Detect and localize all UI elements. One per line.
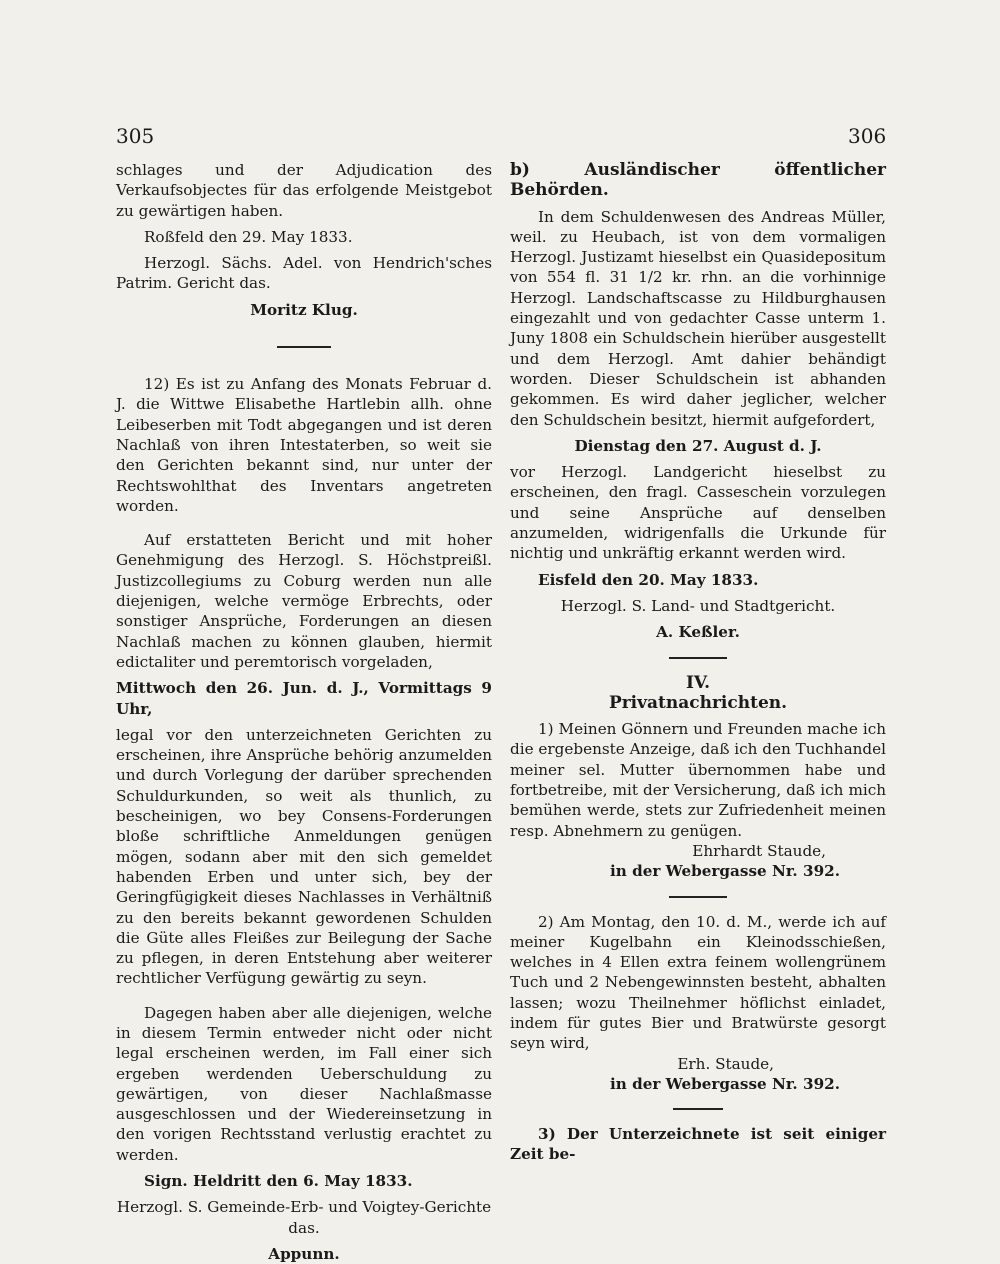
authority: Herzogl. S. Gemeinde-Erb- und Voigtey-Gerichte das. bbox=[116, 1198, 492, 1237]
signature: Moritz Klug. bbox=[250, 300, 358, 319]
page-number-right: 306 bbox=[848, 124, 887, 148]
paragraph: In dem Schuldenwesen des Andreas Müller, weil. zu Heubach, ist von dem vormaligen Herzogl. Justizamt hieselbst ein Quasidepositum von 554 fl. 31 1/2 kr. rhn. an die vorhinnige Herzogl. Landschaftscasse zu Hildburghausen eingezahlt und von gedachter Casse unterm 1. Juny 1808 ein Schuldschein hierüber ausgestellt und dem Herzogl. Amt dahier behändigt worden. Dieser Schuldschein ist abhanden gekommen. Es wird daher jeglicher, welcher den Schuldschein besitzt, hiermit aufgefordert, bbox=[510, 207, 886, 429]
signature-name: Ehrhardt Staude, bbox=[692, 841, 826, 860]
paragraph: schlages und der Adjudication des Verkaufsobjectes für das erfolgende Meistgebot zu gewärtigen haben. bbox=[116, 161, 492, 220]
page-number-left: 305 bbox=[116, 124, 155, 148]
paragraph: 1) Meinen Gönnern und Freunden mache ich die ergebenste Anzeige, daß ich den Tuchhandel meiner sel. Mutter übernommen habe und fortbetreibe, mit der Versicherung, daß ich mich bemühen werde, stets zur Zufriedenheit meinen resp. Abnehmern zu genügen. bbox=[510, 720, 886, 840]
paragraph: 3) Der Unterzeichnete ist seit einiger Zeit be- bbox=[510, 1125, 886, 1164]
signature-address: in der Webergasse Nr. 392. bbox=[610, 862, 840, 881]
date-line: Roßfeld den 29. May 1833. bbox=[144, 227, 353, 246]
signature: A. Keßler. bbox=[656, 623, 740, 642]
date-line: Sign. Heldritt den 6. May 1833. bbox=[144, 1172, 413, 1191]
authority: Herzogl. Sächs. Adel. von Hendrich'sches Patrim. Gericht das. bbox=[116, 254, 492, 293]
signature-name: Erh. Staude, bbox=[677, 1054, 774, 1073]
paragraph: Auf erstatteten Bericht und mit hoher Genehmigung des Herzogl. S. Höchstpreißl. Justizcollegiums zu Coburg werden nun alle diejenigen, welche vermöge Erbrechts, oder sonstiger Ansprüche, Forderungen an diesen Nachlaß machen zu können glauben, hiermit edictaliter und peremtorisch vorgeladen, bbox=[116, 531, 492, 671]
date-line: Mittwoch den 26. Jun. d. J., Vormittags 9 Uhr, bbox=[116, 679, 492, 718]
paragraph: legal vor den unterzeichneten Gerichten zu erscheinen, ihre Ansprüche behörig anzumelden und durch Vorlegung der darüber sprechenden Schuldurkunden, so weit als thunlich, zu bescheinigen, wo bey Consens-Forderungen bloße schriftliche Anmeldungen genügen mögen, sodann aber mit den sich gemeldet habenden Erben und unter sich, bey der Geringfügigkeit dieses Nachlasses in Verhältniß zu den bereits bekannt gewordenen Schulden die Güte alles Fleißes zur Beilegung der Sache zu pflegen, in deren Entstehung aber weiterer rechtlicher Verfügung gewärtig zu seyn. bbox=[116, 725, 492, 988]
paragraph: 2) Am Montag, den 10. d. M., werde ich auf meiner Kugelbahn ein Kleinodsschießen, welches in 4 Ellen extra feinem wollengrünem Tuch und 2 Nebengewinnsten besteht, abhalten lassen; wozu Theilnehmer höflichst einladet, indem für gutes Bier und Bratwürste gesorgt seyn wird, bbox=[510, 912, 886, 1053]
section-heading: b) Ausländischer öffentlicher Behörden. bbox=[510, 160, 886, 201]
paragraph: vor Herzogl. Landgericht hieselbst zu erscheinen, den fragl. Casseschein vorzulegen und seine Ansprüche auf denselben anzumelden, widrigenfalls die Urkunde für nichtig und unkräftig erkannt werden wird. bbox=[510, 463, 886, 563]
signature-address: in der Webergasse Nr. 392. bbox=[610, 1074, 840, 1093]
date-line: Dienstag den 27. August d. J. bbox=[574, 436, 822, 455]
right-column bbox=[510, 160, 886, 1165]
authority: Herzogl. S. Land- und Stadtgericht. bbox=[560, 596, 836, 615]
date-line: Eisfeld den 20. May 1833. bbox=[538, 570, 759, 589]
left-column bbox=[116, 160, 492, 1264]
section-title: Privatnachrichten. bbox=[608, 692, 788, 713]
section-number: IV. bbox=[685, 672, 711, 693]
signature: Appunn. bbox=[268, 1244, 340, 1263]
paragraph: 12) Es ist zu Anfang des Monats Februar d. J. die Wittwe Elisabethe Hartlebin allh. ohne Leibeserben mit Todt abgegangen und ist deren Nachlaß von ihren Intestaterben, so weit sie den Gerichten bekannt sind, nur unter der Rechtswohlthat des Inventars angetreten worden. bbox=[116, 375, 492, 515]
paragraph: Dagegen haben aber alle diejenigen, welche in diesem Termin entweder nicht oder nicht legal erscheinen werden, im Fall einer sich ergeben werdenden Ueberschuldung zu gewärtigen, von dieser Nachlaßmasse ausgeschlossen und der Wiedereinsetzung in den vorigen Rechtsstand verlustig erachtet zu werden. bbox=[116, 1003, 492, 1164]
